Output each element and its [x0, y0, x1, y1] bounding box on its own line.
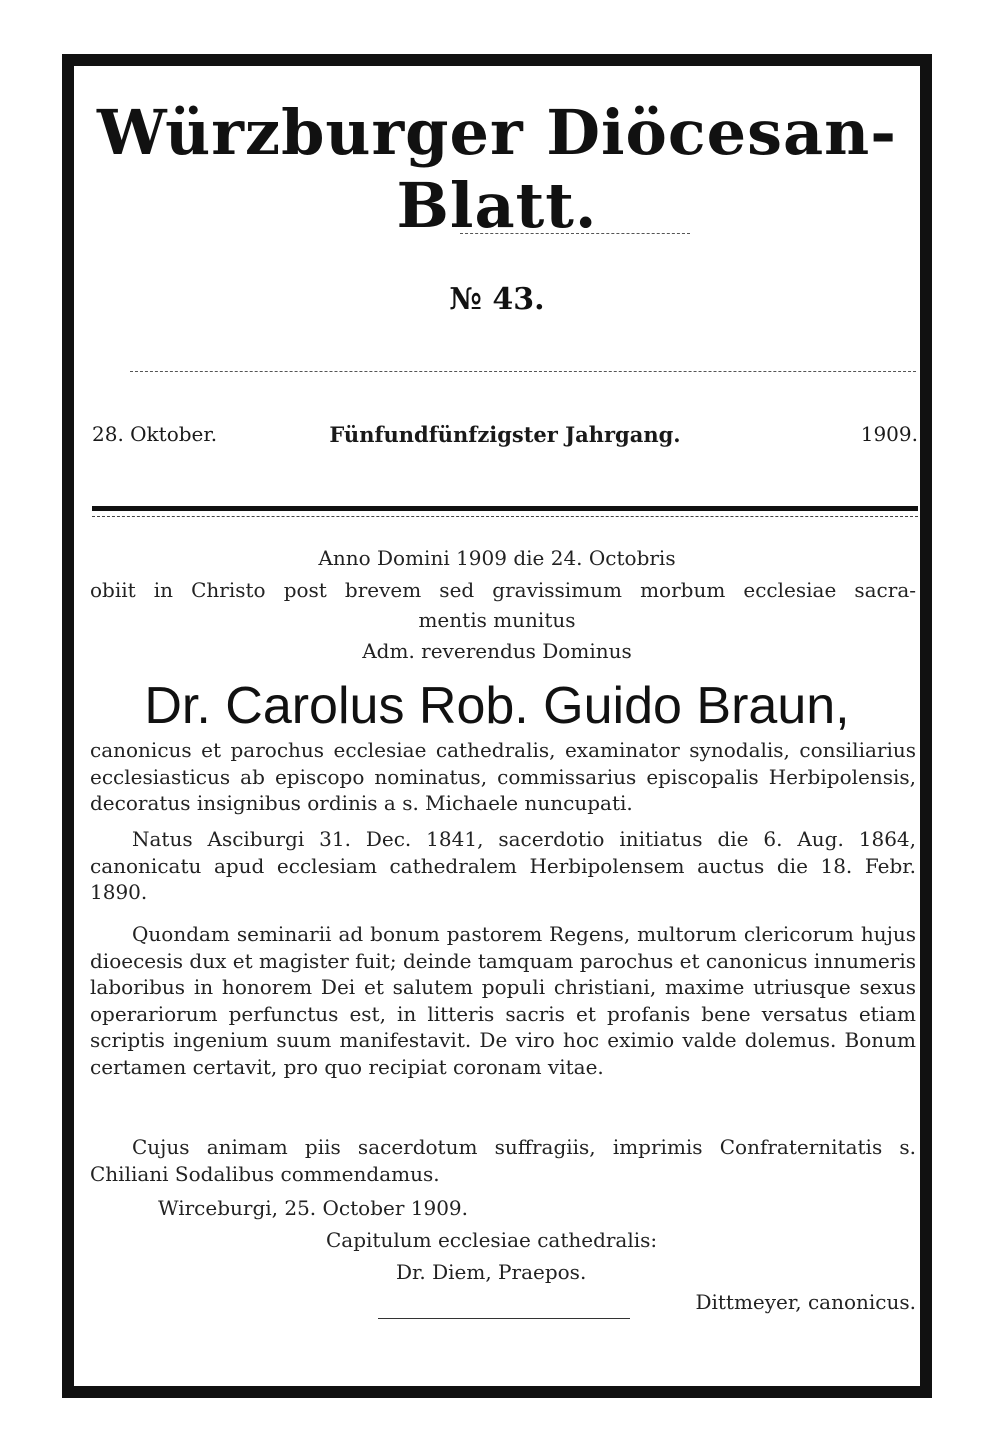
volume-label: Fünfundfünfzigster Jahrgang. [329, 422, 681, 447]
signer-canonicus: Dittmeyer, canonicus. [695, 1290, 916, 1314]
career-paragraph: Quondam seminarii ad bonum pastorem Regens, multorum clericorum hujus dioecesis dux et magister fuit; deinde tamquam parochus et canonicus innumeris laboribus in honorem Dei et salutem populi christiani, maxime utriusque sexus operariorum perfunctus est, in litteris sacris et profanis bene versatus etiam scriptis ingenium suum manifestavit. De viro hoc eximio valde dolemus. Bonum certamen certavit, pro quo recipiat coronam vitae. [90, 922, 916, 1079]
intro-line-1: Anno Domini 1909 die 24. Octobris [318, 546, 676, 570]
deceased-name: Dr. Carolus Rob. Guido Braun, [144, 677, 850, 735]
ornament-rule [460, 233, 690, 234]
intro-line-3: mentis munitus [418, 608, 576, 632]
biography-paragraph: Natus Asciburgi 31. Dec. 1841, sacerdotio initiatus die 6. Aug. 1864, canonicatu apud ecclesiam cathedralem Herbipolensem auctus die 18. Febr. 1890. [90, 827, 916, 904]
border-bottom [62, 1386, 932, 1398]
border-left [62, 54, 74, 1398]
double-rule-thin [92, 516, 918, 517]
prayer-paragraph: Cujus animam piis sacerdotum suffragiis, imprimis Confraternitatis s. Chiliani Sodalibus commendamus. [90, 1135, 916, 1186]
double-rule-thick [92, 506, 918, 511]
intro-line-4: Adm. reverendus Dominus [362, 639, 632, 663]
signer-praepositus: Dr. Diem, Praepos. [396, 1260, 587, 1284]
chapter-signature: Capitulum ecclesiae cathedralis: [326, 1228, 658, 1252]
issue-date: 28. Oktober. [92, 422, 218, 446]
dateline [92, 422, 918, 458]
masthead-title: Würzburger Diöcesan-Blatt. [97, 96, 897, 242]
issue-number: № 43. [449, 282, 545, 317]
border-right [920, 54, 932, 1398]
closing-rule [378, 1318, 630, 1319]
header-rule [130, 371, 916, 372]
intro-line-2: obiit in Christo post brevem sed gravissimum morbum ecclesiae sacra- [90, 578, 916, 602]
issue-year: 1909. [860, 422, 918, 446]
titles-paragraph: canonicus et parochus ecclesiae cathedralis, examinator synodalis, consiliarius ecclesiasticus ab episcopo nominatus, commissarius episcopalis Herbipolensis, decoratus insignibus ordinis a s. Michaele nuncupati. [90, 738, 916, 815]
border-top [62, 54, 932, 66]
place-date: Wirceburgi, 25. October 1909. [158, 1196, 469, 1220]
